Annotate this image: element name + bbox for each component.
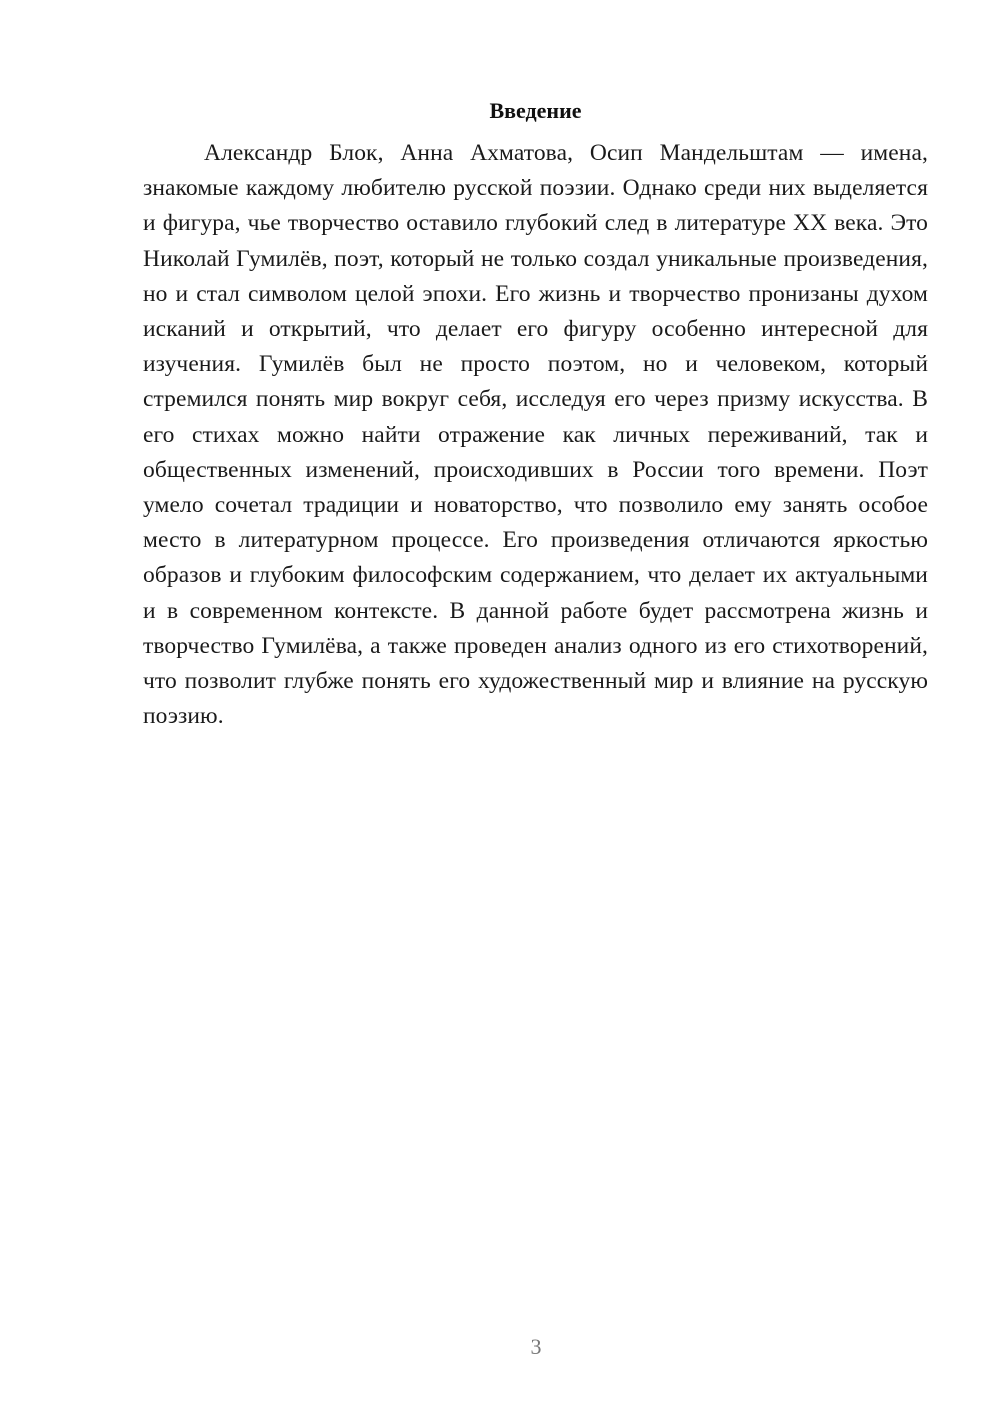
page-number: 3 xyxy=(530,1334,542,1359)
section-heading: Введение xyxy=(489,98,582,123)
body-paragraph: Александр Блок, Анна Ахматова, Осип Мандельштам — имена, знакомые каждому любителю русской поэзии. Однако среди них выделяется и фигура, чье творчество оставило глубокий след в литературе XX века. Это Николай Гумилёв, поэт, который не только создал уникальные произведения, но и стал символом целой эпохи. Его жизнь и творчество пронизаны духом исканий и открытий, что делает его фигуру особенно интересной для изучения. Гумилёв был не просто поэтом, но и человеком, который стремился понять мир вокруг себя, исследуя его через призму искусства. В его стихах можно найти отражение как личных переживаний, так и общественных изменений, происходивших в России того времени. Поэт умело сочетал традиции и новаторство, что позволило ему занять особое место в литературном процессе. Его произведения отличаются яркостью образов и глубоким философским содержанием, что делает их актуальными и в современном контексте. В данной работе будет рассмотрена жизнь и творчество Гумилёва, а также проведен анализ одного из его стихотворений, что позволит глубже понять его художественный мир и влияние на русскую поэзию. xyxy=(143,140,928,730)
page-content xyxy=(143,94,928,734)
